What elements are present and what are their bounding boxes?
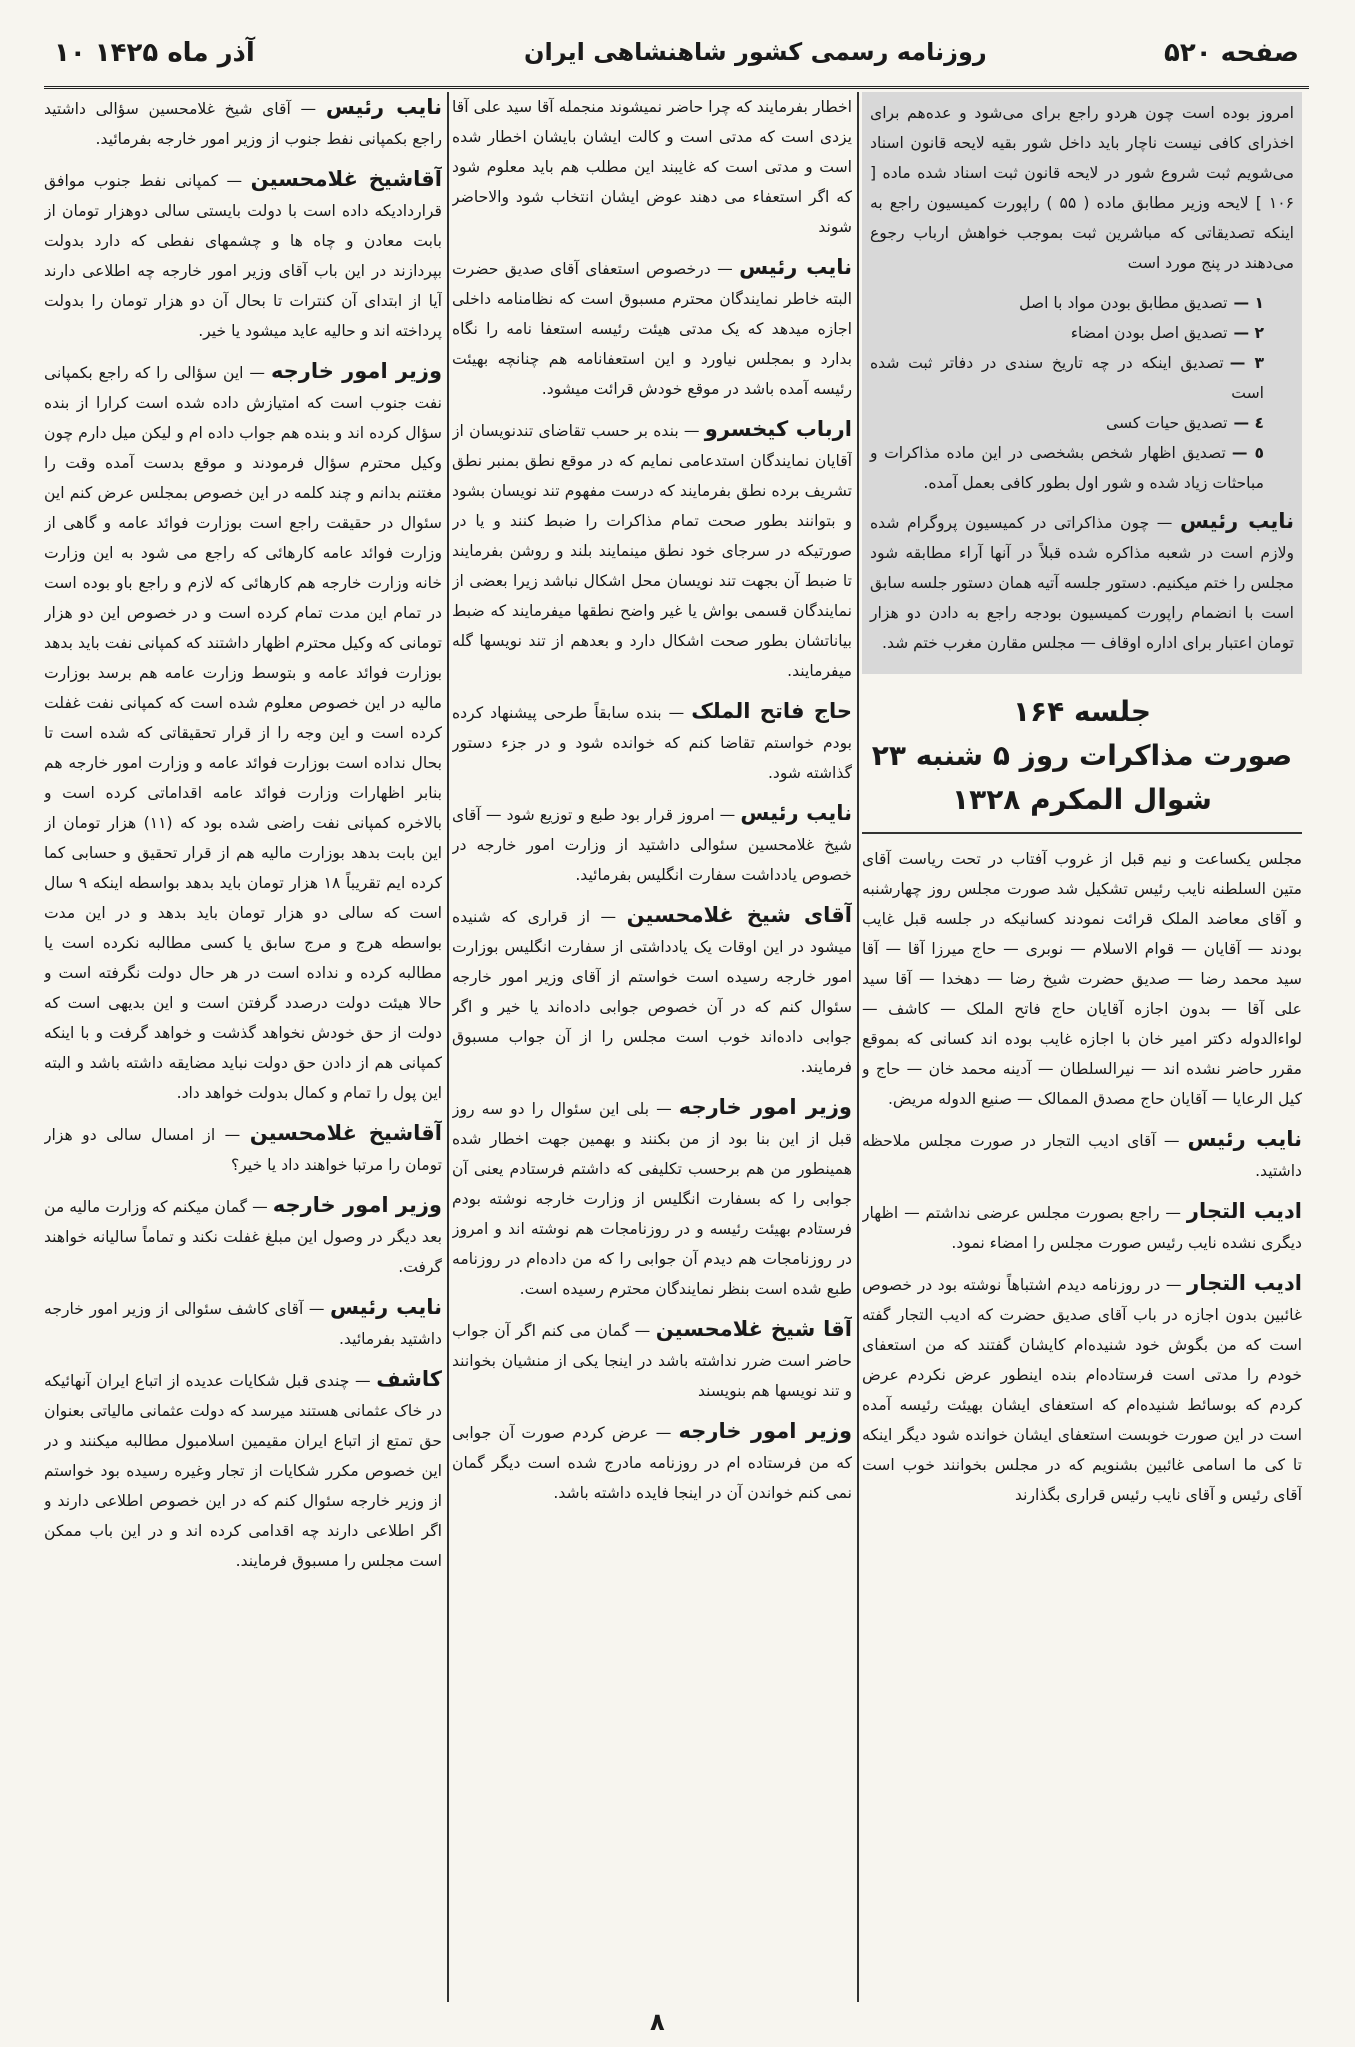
- speaker-name: وزیر امور خارجه: [678, 1095, 852, 1119]
- list-item: ۱ —تصدیق مطابق بودن مواد با اصل: [1019, 294, 1264, 312]
- speaker-name: کاشف: [376, 1367, 442, 1391]
- paragraph: نایب رئیس — امروز قرار بود طبع و توزیع شود — آقای شیخ غلامحسین سئوالی داشتید از وزارت امور خارجه در خصوص یادداشت سفارت انگلیس بفرمائید.: [452, 801, 852, 884]
- column-rule: [857, 92, 859, 2002]
- paragraph: آقا شیخ غلامحسین — گمان می کنم اگر آن جواب حاضر است ضرر نداشته باشد در اینجا یکی از منشیان بخوانند و تند نویسها هم بنویسند: [452, 1317, 852, 1400]
- speaker-name: آقاشیخ غلامحسین: [250, 167, 442, 191]
- session-opening: مجلس یکساعت و نیم قبل از غروب آفتاب در تحت ریاست آقای متین السلطنه نایب رئیس تشکیل شد صورت مجلس روز چهارشنبه و آقای معاضد الملک قرائت نمودند کسانیکه در جلسه قبل غایب بودند — آقایان — قوام الاسلام — نوبری — حاج میرزا آقا — آقا سید محمد رضا — صدیق حضرت شیخ رضا — دهخدا — آقا سید علی آقا — بدون اجازه آقایان حاج فاتح الملک — کاشف — لواءالدوله دکتر امیر خان با اجازه غایب بوده اند کسانی که بموقع مقرر حاضر نشده اند — نیرالسلطان — آدینه محمد خان — حاج و کیل الرعایا — آقایان حاج مصدق الممالک — صنیع الدوله مریض.: [862, 850, 1302, 1108]
- paragraph: نایب رئیس — آقای ادیب التجار در صورت مجلس ملاحظه داشتید.: [862, 1127, 1302, 1180]
- speaker-name: نایب رئیس: [739, 255, 852, 279]
- paragraph: نایب رئیس — آقای کاشف سئوالی از وزیر امور خارجه داشتید بفرمائید.: [44, 1295, 442, 1348]
- shaded-intro: امروز بوده است چون هردو راجع برای می‌شود و عده‌هم برای اخذرای کافی نیست ناچار باید داخل شور بقیه لایحه قانون اسناد می‌شویم ثبت شروع شور در لایحه قانون ثبت اسناد شده ماده [ ۱۰۶ ] لایحه وزیر مطابق ماده ( ۵۵ ) راپورت کمیسیون راجع به اینکه تصدیقاتی که مباشرین ثبت بموجب خواهش ارباب رجوع می‌دهند در پنج مورد است: [870, 104, 1294, 272]
- page-label: صفحه ۵۲۰: [1163, 38, 1299, 68]
- speaker-name: ادیب التجار: [1186, 1199, 1302, 1223]
- speaker-name: ارباب کیخسرو: [704, 417, 852, 441]
- speaker-name: نایب رئیس: [1187, 1127, 1302, 1151]
- paragraph: نایب رئیس — چون مذاکراتی در کمیسیون پروگرام شده ولازم است در شعبه مذاکره شده قبلاً در آنها آراء مطابقه شود مجلس را ختم میکنیم. دستور جلسه آتیه همان دستور جلسه سابق است با انضمام راپورت کمیسیون بودجه راجع به دادن دو هزار تومان اعتبار برای اداره اوقاف — مجلس مقارن مغرب ختم شد.: [870, 509, 1294, 652]
- paragraph: ادیب التجار — راجع بصورت مجلس عرضی نداشتم — اظهار دیگری نشده نایب رئیس صورت مجلس را امضاء نمود.: [862, 1199, 1302, 1252]
- speaker-name: آقاشیخ غلامحسین: [249, 1121, 442, 1145]
- item-list: [870, 288, 1264, 498]
- newspaper-title: روزنامه رسمی کشور شاهنشاهی ایران: [524, 38, 987, 66]
- list-item: ٥ —تصدیق اظهار شخص بشخصی در این ماده مذاکرات و مباحثات زیاد شده و شور اول بطور کافی بعمل آمده.: [870, 444, 1265, 492]
- speaker-name: آقا شیخ غلامحسین: [655, 1317, 852, 1341]
- paragraph: آقاشیخ غلامحسین — کمپانی نفط جنوب موافق قراردادیکه داده است با دولت بایستی سالی دوهزار تومان از بابت معادن و چاه ها و چشمهای نفطی که دارد بدولت بپردازند در این باب آقای وزیر امور خارجه چه اطلاعی دارند آیا از ابتدای آن کنترات تا بحال آن دو هزار تومان را بدولت پرداخته اند و حالیه عاید میشود یا خیر.: [44, 167, 442, 340]
- paragraph: وزیر امور خارجه — گمان میکنم که وزارت مالیه من بعد دیگر در وصول این مبلغ غفلت نکند و تماماً سالیانه خواهند گرفت.: [44, 1193, 442, 1276]
- paragraph: وزیر امور خارجه — بلی این سئوال را دو سه روز قبل از این بنا بود از من بکنند و بهمین جهت اخطار شده همینطور من هم برحسب تکلیفی که داشتم فرستادم یعنی آن جوابی را که بسفارت انگلیس از وزارت خارجه نوشته بودم فرستادم بهیئت رئیسه و در روزنامجات هم نوشته اند و امروز در روزنامجات هم دیدم آن جوابی را که من داده‌ام در روزنامه طبع شده است بنظر نمایندگان محترم رسیده است.: [452, 1095, 852, 1298]
- page-number: ۸: [650, 2008, 665, 2036]
- list-item: ۳ —تصدیق اینکه در چه تاریخ سندی در دفاتر ثبت شده است: [870, 354, 1264, 402]
- speaker-name: وزیر امور خارجه: [270, 359, 442, 383]
- speaker-name: ادیب التجار: [1187, 1271, 1302, 1295]
- shaded-box: [862, 92, 1302, 674]
- paragraph: ادیب التجار — در روزنامه دیدم اشتباهاً نوشته بود در خصوص غائبین بدون اجازه در باب آقای صدیق حضرت که ادیب التجار گفته است که من بگوش خود شنیده‌ام کایشان گفتند که من استعفای خودم را مدتی است فرستاده‌ام بنده اینطور عرض نکردم عرض کردم که بوسائط شنیده‌ام که استعفای ایشان بهیئت رئیسه آمده است در این صورت خوبست استعفای ایشان خوانده شود دیگر اینکه تا کی ما اسامی غائبین بشنویم که در مجلس بخوانند خوب است آقای رئیس و آقای نایب رئیس قراری بگذارند: [862, 1271, 1302, 1504]
- session-title: جلسه ۱۶۴ صورت مذاکرات روز ۵ شنبه ۲۳ شوال المکرم ۱۳۲۸: [862, 684, 1302, 834]
- list-item: ٤ —تصدیق حیات کسی: [1106, 414, 1264, 432]
- speaker-name: وزیر امور خارجه: [678, 1419, 852, 1443]
- paragraph: نایب رئیس — آقای شیخ غلامحسین سؤالی داشتید راجع بکمپانی نفط جنوب از وزیر امور خارجه بفرمائید.: [44, 95, 442, 148]
- speaker-name: نایب رئیس: [740, 801, 852, 825]
- speaker-name: نایب رئیس: [329, 1295, 442, 1319]
- paragraph: کاشف — چندی قبل شکایات عدیده از اتباع ایران آنهائیکه در خاک عثمانی هستند میرسد که دولت عثمانی مالیاتی بعنوان حق تمتع از اتباع ایران مقیمین اسلامبول مطالبه میکنند و در این خصوص مکرر شکایات از تجار وغیره رسیده بود خواستم از وزیر خارجه سئوال کنم که در این خصوص اطلاعی دارند و اگر اطلاعی دارند چه اقدامی کرده اند و در این باب ممکن است مجلس را مسبوق فرمایند.: [44, 1367, 442, 1570]
- column-right: [862, 92, 1302, 2002]
- column-left: [44, 92, 442, 2002]
- speaker-name: حاج فاتح الملک: [691, 699, 852, 723]
- paragraph: آقاشیخ غلامحسین — از امسال سالی دو هزار تومان را مرتبا خواهند داد یا خیر؟: [44, 1121, 442, 1174]
- paragraph: وزیر امور خارجه — عرض کردم صورت آن جوابی که من فرستاده ام در روزنامه مادرج شده است دیگر گمان نمی کنم خواندن آن در اینجا فایده داشته باشد.: [452, 1419, 852, 1502]
- speaker-name: آقای شیخ غلامحسین: [626, 903, 852, 927]
- issue-date: ۱۰ آذر ماه ۱۴۲۵: [54, 38, 255, 68]
- speaker-name: وزیر امور خارجه: [272, 1193, 442, 1217]
- paragraph: نایب رئیس — درخصوص استعفای آقای صدیق حضرت البته خاطر نمایندگان محترم مسبوق است که نظامنامه داخلی اجازه میدهد که یک مدتی هیئت رئیسه استعفا نامه را نگاه بدارد و بمجلس نیاورد و این استعفانامه هم چنانچه بهیئت رئیسه آمده باشد در موقع خودش قرائت میشود.: [452, 255, 852, 398]
- paragraph: وزیر امور خارجه — این سؤالی را که راجع بکمپانی نفت جنوب است که امتیازش داده شده است کرارا از بنده سؤال کرده اند و بنده هم جواب داده ام و لیکن میل دارم چون وکیل محترم سؤال فرمودند و موقع بدست آمده وقت را مغتنم بدانم و چند کلمه در این خصوص بمجلس عرض کنم این سئوال در حقیقت راجع است بوزارت فوائد عامه و گاهی از وزارت فوائد عامه کارهائی که راجع می شود به این وزارت خانه وزارت خارجه هم کارهائی که لازم و راجع باو بوده است در تمام این مدت تمام کرده است و در خصوص این دو هزار تومانی که وکیل محترم اظهار داشتند که کمپانی نفت باید بدهد بوزارت فوائد عامه و بتوسط وزارت عامه هم برسد بوزارت مالیه در این خصوص معلوم شده است که کمپانی نفت غفلت کرده است و این وجه را از قرار تحقیقاتی که شده است تا بحال نداده است بوزارت فوائد عامه و وزارت امور خارجه هم بنابر اظهارات وزارت فوائد عامه اقداماتی کرده است و بالاخره کمپانی نفت راضی شده بود که (۱۱) هزار تومان از این بابت بدهد بوزارت مالیه هم از قرار تحقیق و حسابی کما کرده ایم تقریباً ۱۸ هزار تومان باید بدهد بواسطه اینکه ۹ سال است که سالی دو هزار تومان باید بدهد و در این مدت بواسطه هرج و مرج سابق یا کسی مطالبه نکرده است یا مطالبه کرده و نداده است در هر حال دولت نگرفته است و حالا هیئت دولت درصدد گرفتن است و این بدیهی است که دولت از حق خودش نخواهد گذشت و خواهد گرفت و با اینکه کمپانی هم از دادن حق دولت نباید مضایقه داشته باشد و البته این پول را تمام و کمال بدولت خواهد داد.: [44, 359, 442, 1102]
- paragraph: حاج فاتح الملک — بنده سابقاً طرحی پیشنهاد کرده بودم خواستم تقاضا کنم که خوانده شود و در جزء دستور گذاشته شود.: [452, 699, 852, 782]
- paragraph: آقای شیخ غلامحسین — از قراری که شنیده میشود در این اوقات یک یادداشتی از سفارت انگلیس بوزارت امور خارجه رسیده است خواستم از آقای وزیر امور خارجه سئوال کنم که در آن خصوص جوابی داده‌اند یا خیر و اگر جوابی داده‌اند خوب است مجلس را از آن جواب مسبوق فرمایند.: [452, 903, 852, 1076]
- paragraph: ارباب کیخسرو — بنده بر حسب تقاضای تندنویسان از آقایان نمایندگان استدعامی نمایم که در موقع نطق بمنبر نطق تشریف برده نطق بفرمایند که درست مفهوم تند نویسان بشود و بتوانند بطور صحت تمام مذاکرات را ضبط کنند و یا در صورتیکه در سرجای خود نطق مینمایند بلند و روشن بفرمایند تا ضبط آن بجهت تند نویسان محل اشکال نباشد زیرا بعضی از نمایندگان قسمی بواش یا غیر واضح نطقها میفرمایند که ضبط بیاناتشان بطور صحت اشکال دارد و بعدهم از تند نویسها گله میفرمایند.: [452, 417, 852, 680]
- list-item: ۲ —تصدیق اصل بودن امضاء: [1070, 324, 1264, 342]
- column-middle: [452, 92, 852, 2002]
- speaker-name: نایب رئیس: [325, 95, 442, 119]
- speaker-name: نایب رئیس: [1179, 509, 1294, 533]
- page-header: [44, 26, 1309, 89]
- column-rule: [447, 92, 449, 2002]
- paragraph: اخطار بفرمایند که چرا حاضر نمیشوند منجمله آقا سید علی آقا یزدی است که مدتی است و کالت ایشان بایشان اخطار شده است و مدتی است که غایبند این مطلب هم باید معلوم شود که اگر استعفاء می دهند عوض ایشان انتخاب شود والاحاضر شوند: [452, 98, 852, 236]
